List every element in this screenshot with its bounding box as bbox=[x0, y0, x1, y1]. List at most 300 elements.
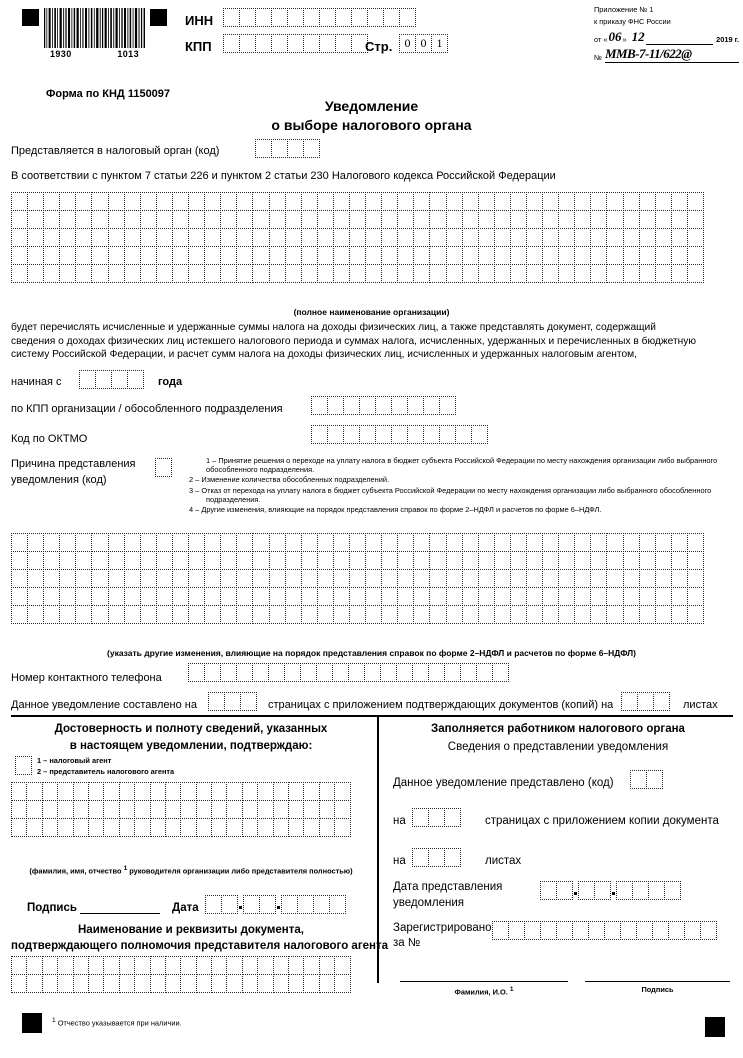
input-cell[interactable] bbox=[220, 605, 237, 624]
input-cell[interactable] bbox=[381, 605, 398, 624]
input-cell[interactable] bbox=[492, 921, 509, 940]
input-cell[interactable] bbox=[319, 34, 336, 53]
input-cell[interactable] bbox=[59, 210, 76, 229]
input-cell[interactable] bbox=[242, 956, 258, 975]
input-cell[interactable] bbox=[478, 605, 495, 624]
input-cell[interactable] bbox=[623, 533, 640, 552]
input-row[interactable] bbox=[11, 192, 704, 211]
input-cell[interactable] bbox=[590, 246, 607, 265]
input-cell[interactable] bbox=[319, 8, 336, 27]
input-cell[interactable] bbox=[558, 192, 575, 211]
input-row[interactable] bbox=[11, 264, 704, 283]
input-cell[interactable] bbox=[208, 692, 225, 711]
input-cell[interactable] bbox=[124, 533, 141, 552]
input-cell[interactable] bbox=[91, 569, 108, 588]
input-cell[interactable] bbox=[236, 663, 253, 682]
input-cell[interactable] bbox=[444, 808, 461, 827]
input-cell[interactable] bbox=[75, 569, 92, 588]
input-cell[interactable] bbox=[455, 425, 472, 444]
input-cell[interactable] bbox=[623, 569, 640, 588]
input-cell[interactable] bbox=[156, 551, 173, 570]
input-cell[interactable]: 0 bbox=[399, 34, 416, 53]
input-cell[interactable] bbox=[428, 663, 445, 682]
input-cell[interactable] bbox=[381, 192, 398, 211]
organization-name-input[interactable] bbox=[11, 192, 704, 283]
input-cell[interactable] bbox=[11, 533, 28, 552]
input-row[interactable] bbox=[11, 956, 351, 975]
input-cell[interactable] bbox=[57, 782, 73, 801]
input-cell[interactable] bbox=[127, 370, 144, 389]
input-cell[interactable] bbox=[108, 533, 125, 552]
input-cell[interactable] bbox=[462, 587, 479, 606]
input-cell[interactable] bbox=[632, 881, 649, 900]
input-cell[interactable] bbox=[606, 210, 623, 229]
input-cell[interactable] bbox=[494, 264, 511, 283]
input-cell[interactable] bbox=[412, 848, 429, 867]
input-cell[interactable] bbox=[526, 533, 543, 552]
input-cell[interactable] bbox=[349, 569, 366, 588]
input-cell[interactable] bbox=[11, 818, 27, 837]
input-cell[interactable] bbox=[303, 974, 319, 993]
input-cell[interactable] bbox=[444, 663, 461, 682]
input-cell[interactable] bbox=[273, 818, 289, 837]
input-cell[interactable] bbox=[88, 782, 104, 801]
input-cell[interactable] bbox=[252, 228, 269, 247]
input-cell[interactable] bbox=[687, 192, 704, 211]
input-cell[interactable] bbox=[43, 192, 60, 211]
input-cell[interactable] bbox=[671, 210, 688, 229]
input-cell[interactable] bbox=[365, 605, 382, 624]
input-cell[interactable] bbox=[655, 551, 672, 570]
input-cell[interactable] bbox=[257, 782, 273, 801]
input-cell[interactable] bbox=[188, 551, 205, 570]
input-cell[interactable] bbox=[150, 800, 166, 819]
input-cell[interactable]: 0 bbox=[415, 34, 432, 53]
input-cell[interactable] bbox=[334, 800, 350, 819]
input-cell[interactable] bbox=[381, 246, 398, 265]
input-cell[interactable] bbox=[26, 818, 42, 837]
input-cell[interactable] bbox=[26, 800, 42, 819]
input-cell[interactable] bbox=[236, 228, 253, 247]
input-cell[interactable] bbox=[510, 246, 527, 265]
input-cell[interactable] bbox=[542, 533, 559, 552]
input-cell[interactable] bbox=[134, 800, 150, 819]
input-cell[interactable] bbox=[211, 782, 227, 801]
input-cell[interactable] bbox=[180, 782, 196, 801]
input-cell[interactable] bbox=[476, 663, 493, 682]
input-cell[interactable] bbox=[429, 533, 446, 552]
input-cell[interactable] bbox=[494, 192, 511, 211]
input-cell[interactable] bbox=[671, 533, 688, 552]
input-cell[interactable] bbox=[303, 8, 320, 27]
input-cell[interactable] bbox=[204, 605, 221, 624]
input-cell[interactable] bbox=[655, 533, 672, 552]
input-cell[interactable] bbox=[578, 881, 595, 900]
input-cell[interactable] bbox=[111, 370, 128, 389]
input-cell[interactable] bbox=[273, 956, 289, 975]
input-cell[interactable] bbox=[288, 974, 304, 993]
input-cell[interactable] bbox=[542, 210, 559, 229]
input-cell[interactable] bbox=[259, 895, 276, 914]
input-cell[interactable] bbox=[223, 34, 240, 53]
input-cell[interactable] bbox=[11, 974, 27, 993]
input-cell[interactable] bbox=[11, 956, 27, 975]
input-cell[interactable] bbox=[558, 605, 575, 624]
input-cell[interactable] bbox=[204, 663, 221, 682]
input-cell[interactable] bbox=[446, 210, 463, 229]
input-cell[interactable] bbox=[446, 264, 463, 283]
tax-office-sheets-input[interactable] bbox=[412, 848, 461, 867]
input-cell[interactable] bbox=[252, 533, 269, 552]
input-cell[interactable] bbox=[188, 228, 205, 247]
input-cell[interactable] bbox=[639, 192, 656, 211]
input-cell[interactable] bbox=[88, 800, 104, 819]
input-row[interactable] bbox=[11, 818, 351, 837]
input-cell[interactable] bbox=[365, 551, 382, 570]
input-cell[interactable] bbox=[196, 974, 212, 993]
input-cell[interactable] bbox=[220, 210, 237, 229]
input-cell[interactable] bbox=[413, 605, 430, 624]
input-cell[interactable] bbox=[273, 800, 289, 819]
input-cell[interactable] bbox=[423, 425, 440, 444]
input-cell[interactable] bbox=[156, 210, 173, 229]
input-row[interactable] bbox=[11, 533, 704, 552]
confirm-signature-line[interactable] bbox=[80, 912, 160, 914]
input-cell[interactable] bbox=[252, 587, 269, 606]
input-cell[interactable] bbox=[285, 551, 302, 570]
input-cell[interactable] bbox=[478, 246, 495, 265]
input-row[interactable] bbox=[11, 605, 704, 624]
input-cell[interactable] bbox=[313, 895, 330, 914]
input-cell[interactable] bbox=[558, 551, 575, 570]
input-cell[interactable] bbox=[257, 956, 273, 975]
input-cell[interactable] bbox=[343, 425, 360, 444]
input-cell[interactable] bbox=[606, 228, 623, 247]
input-cell[interactable] bbox=[124, 551, 141, 570]
input-cell[interactable] bbox=[301, 246, 318, 265]
input-cell[interactable] bbox=[687, 551, 704, 570]
input-cell[interactable] bbox=[558, 264, 575, 283]
input-cell[interactable] bbox=[542, 264, 559, 283]
input-cell[interactable] bbox=[269, 551, 286, 570]
input-row[interactable] bbox=[11, 800, 351, 819]
input-cell[interactable] bbox=[75, 246, 92, 265]
input-cell[interactable] bbox=[671, 605, 688, 624]
input-cell[interactable] bbox=[59, 533, 76, 552]
input-cell[interactable] bbox=[43, 264, 60, 283]
input-cell[interactable] bbox=[180, 956, 196, 975]
input-cell[interactable] bbox=[108, 587, 125, 606]
input-cell[interactable] bbox=[220, 192, 237, 211]
input-cell[interactable] bbox=[27, 569, 44, 588]
input-cell[interactable] bbox=[375, 425, 392, 444]
input-cell[interactable] bbox=[257, 800, 273, 819]
input-cell[interactable] bbox=[180, 974, 196, 993]
input-cell[interactable] bbox=[687, 210, 704, 229]
input-cell[interactable] bbox=[140, 551, 157, 570]
input-cell[interactable] bbox=[349, 551, 366, 570]
input-cell[interactable] bbox=[303, 34, 320, 53]
input-cell[interactable] bbox=[412, 663, 429, 682]
input-cell[interactable] bbox=[211, 800, 227, 819]
input-cell[interactable] bbox=[381, 264, 398, 283]
input-cell[interactable] bbox=[252, 551, 269, 570]
input-cell[interactable] bbox=[188, 210, 205, 229]
input-cell[interactable] bbox=[494, 246, 511, 265]
input-cell[interactable] bbox=[301, 228, 318, 247]
input-cell[interactable] bbox=[11, 210, 28, 229]
input-cell[interactable] bbox=[462, 192, 479, 211]
input-cell[interactable] bbox=[288, 800, 304, 819]
input-cell[interactable] bbox=[180, 800, 196, 819]
input-row[interactable] bbox=[11, 587, 704, 606]
input-cell[interactable] bbox=[242, 800, 258, 819]
input-cell[interactable] bbox=[510, 228, 527, 247]
input-cell[interactable] bbox=[165, 956, 181, 975]
confirm-name-input[interactable] bbox=[11, 782, 351, 837]
input-cell[interactable] bbox=[59, 569, 76, 588]
input-cell[interactable] bbox=[671, 587, 688, 606]
input-cell[interactable] bbox=[285, 533, 302, 552]
input-cell[interactable] bbox=[108, 210, 125, 229]
input-cell[interactable] bbox=[11, 569, 28, 588]
input-cell[interactable] bbox=[510, 210, 527, 229]
input-cell[interactable] bbox=[134, 974, 150, 993]
input-cell[interactable] bbox=[301, 587, 318, 606]
input-cell[interactable] bbox=[333, 228, 350, 247]
tax-office-name-line[interactable] bbox=[400, 980, 568, 982]
input-cell[interactable] bbox=[655, 210, 672, 229]
input-cell[interactable] bbox=[574, 228, 591, 247]
input-cell[interactable] bbox=[606, 587, 623, 606]
input-cell[interactable] bbox=[43, 605, 60, 624]
input-cell[interactable] bbox=[429, 246, 446, 265]
input-cell[interactable] bbox=[257, 818, 273, 837]
input-cell[interactable] bbox=[27, 533, 44, 552]
input-cell[interactable] bbox=[351, 8, 368, 27]
input-cell[interactable] bbox=[397, 551, 414, 570]
input-cell[interactable] bbox=[172, 210, 189, 229]
input-cell[interactable] bbox=[391, 396, 408, 415]
input-cell[interactable] bbox=[684, 921, 701, 940]
input-cell[interactable] bbox=[413, 569, 430, 588]
input-cell[interactable] bbox=[57, 956, 73, 975]
input-cell[interactable] bbox=[462, 569, 479, 588]
input-cell[interactable] bbox=[42, 818, 58, 837]
input-cell[interactable] bbox=[268, 663, 285, 682]
input-cell[interactable] bbox=[364, 663, 381, 682]
input-cell[interactable] bbox=[11, 228, 28, 247]
input-cell[interactable] bbox=[27, 587, 44, 606]
input-cell[interactable] bbox=[124, 192, 141, 211]
input-cell[interactable] bbox=[88, 818, 104, 837]
input-cell[interactable] bbox=[204, 587, 221, 606]
input-cell[interactable] bbox=[510, 605, 527, 624]
input-cell[interactable] bbox=[671, 264, 688, 283]
input-cell[interactable] bbox=[319, 956, 335, 975]
input-cell[interactable] bbox=[381, 210, 398, 229]
starting-from-year-input[interactable] bbox=[79, 370, 144, 389]
input-cell[interactable] bbox=[413, 192, 430, 211]
input-cell[interactable] bbox=[510, 533, 527, 552]
input-cell[interactable] bbox=[606, 533, 623, 552]
input-cell[interactable] bbox=[220, 246, 237, 265]
input-cell[interactable] bbox=[671, 569, 688, 588]
input-cell[interactable] bbox=[288, 956, 304, 975]
input-cell[interactable] bbox=[319, 800, 335, 819]
tax-office-signature-line[interactable] bbox=[585, 980, 730, 982]
input-cell[interactable] bbox=[349, 605, 366, 624]
input-cell[interactable] bbox=[91, 551, 108, 570]
submit-to-code-input[interactable] bbox=[255, 139, 320, 158]
input-cell[interactable] bbox=[150, 818, 166, 837]
input-cell[interactable] bbox=[88, 974, 104, 993]
input-cell[interactable] bbox=[590, 587, 607, 606]
input-cell[interactable] bbox=[542, 192, 559, 211]
input-cell[interactable] bbox=[73, 974, 89, 993]
input-cell[interactable] bbox=[188, 533, 205, 552]
input-cell[interactable] bbox=[639, 533, 656, 552]
input-cell[interactable] bbox=[413, 210, 430, 229]
input-cell[interactable] bbox=[375, 396, 392, 415]
input-cell[interactable] bbox=[333, 246, 350, 265]
input-cell[interactable] bbox=[317, 246, 334, 265]
input-cell[interactable] bbox=[204, 569, 221, 588]
input-cell[interactable] bbox=[572, 921, 589, 940]
input-cell[interactable] bbox=[220, 228, 237, 247]
input-cell[interactable] bbox=[11, 605, 28, 624]
input-cell[interactable] bbox=[317, 569, 334, 588]
input-cell[interactable] bbox=[334, 782, 350, 801]
input-cell[interactable] bbox=[478, 264, 495, 283]
kpp-input[interactable] bbox=[223, 34, 368, 53]
input-cell[interactable] bbox=[526, 605, 543, 624]
input-cell[interactable] bbox=[687, 533, 704, 552]
input-cell[interactable] bbox=[335, 34, 352, 53]
input-cell[interactable] bbox=[11, 800, 27, 819]
input-cell[interactable] bbox=[526, 569, 543, 588]
input-cell[interactable] bbox=[269, 192, 286, 211]
input-cell[interactable] bbox=[365, 533, 382, 552]
tax-office-pages-input[interactable] bbox=[412, 808, 461, 827]
input-cell[interactable] bbox=[359, 425, 376, 444]
input-cell[interactable] bbox=[655, 192, 672, 211]
input-cell[interactable] bbox=[42, 782, 58, 801]
input-cell[interactable] bbox=[526, 587, 543, 606]
input-cell[interactable] bbox=[397, 246, 414, 265]
input-cell[interactable] bbox=[220, 264, 237, 283]
input-cell[interactable] bbox=[646, 770, 663, 789]
input-cell[interactable] bbox=[606, 264, 623, 283]
input-cell[interactable] bbox=[124, 246, 141, 265]
input-cell[interactable] bbox=[492, 663, 509, 682]
input-cell[interactable] bbox=[301, 605, 318, 624]
input-cell[interactable] bbox=[271, 34, 288, 53]
input-cell[interactable] bbox=[446, 228, 463, 247]
input-cell[interactable] bbox=[542, 569, 559, 588]
input-cell[interactable] bbox=[397, 605, 414, 624]
input-cell[interactable] bbox=[397, 192, 414, 211]
input-cell[interactable] bbox=[623, 605, 640, 624]
input-cell[interactable] bbox=[43, 551, 60, 570]
confirm-date-input[interactable] bbox=[205, 895, 346, 914]
input-cell[interactable] bbox=[91, 533, 108, 552]
input-cell[interactable] bbox=[606, 192, 623, 211]
input-cell[interactable] bbox=[150, 974, 166, 993]
input-cell[interactable] bbox=[11, 246, 28, 265]
input-cell[interactable] bbox=[103, 974, 119, 993]
input-cell[interactable] bbox=[172, 192, 189, 211]
input-cell[interactable] bbox=[239, 34, 256, 53]
input-cell[interactable] bbox=[329, 895, 346, 914]
input-cell[interactable] bbox=[75, 587, 92, 606]
input-cell[interactable] bbox=[27, 246, 44, 265]
input-cell[interactable] bbox=[460, 663, 477, 682]
input-cell[interactable] bbox=[623, 246, 640, 265]
input-cell[interactable] bbox=[43, 569, 60, 588]
input-cell[interactable] bbox=[252, 246, 269, 265]
input-cell[interactable] bbox=[103, 800, 119, 819]
input-cell[interactable] bbox=[639, 264, 656, 283]
input-cell[interactable] bbox=[383, 8, 400, 27]
input-cell[interactable] bbox=[236, 192, 253, 211]
input-cell[interactable] bbox=[558, 246, 575, 265]
input-cell[interactable] bbox=[542, 551, 559, 570]
input-cell[interactable] bbox=[226, 782, 242, 801]
input-cell[interactable] bbox=[281, 895, 298, 914]
input-cell[interactable] bbox=[319, 782, 335, 801]
input-cell[interactable] bbox=[165, 800, 181, 819]
input-cell[interactable] bbox=[269, 246, 286, 265]
input-cell[interactable] bbox=[108, 228, 125, 247]
input-cell[interactable] bbox=[73, 782, 89, 801]
input-cell[interactable] bbox=[285, 246, 302, 265]
input-cell[interactable] bbox=[26, 974, 42, 993]
phone-input[interactable] bbox=[188, 663, 509, 682]
input-cell[interactable] bbox=[349, 210, 366, 229]
input-cell[interactable] bbox=[91, 605, 108, 624]
input-cell[interactable] bbox=[134, 956, 150, 975]
input-cell[interactable] bbox=[124, 210, 141, 229]
input-cell[interactable] bbox=[319, 818, 335, 837]
input-cell[interactable] bbox=[381, 551, 398, 570]
input-cell[interactable] bbox=[301, 210, 318, 229]
input-cell[interactable] bbox=[172, 551, 189, 570]
input-cell[interactable] bbox=[423, 396, 440, 415]
input-cell[interactable] bbox=[43, 210, 60, 229]
input-cell[interactable] bbox=[558, 587, 575, 606]
input-cell[interactable] bbox=[156, 246, 173, 265]
input-cell[interactable] bbox=[165, 974, 181, 993]
input-cell[interactable] bbox=[317, 228, 334, 247]
input-cell[interactable] bbox=[606, 551, 623, 570]
input-cell[interactable] bbox=[15, 756, 32, 775]
input-cell[interactable] bbox=[526, 551, 543, 570]
input-cell[interactable] bbox=[349, 192, 366, 211]
input-cell[interactable] bbox=[333, 605, 350, 624]
input-cell[interactable] bbox=[91, 192, 108, 211]
input-cell[interactable] bbox=[478, 192, 495, 211]
input-cell[interactable] bbox=[11, 587, 28, 606]
input-cell[interactable] bbox=[252, 605, 269, 624]
input-cell[interactable] bbox=[510, 551, 527, 570]
input-cell[interactable] bbox=[429, 605, 446, 624]
input-cell[interactable] bbox=[271, 139, 288, 158]
input-cell[interactable] bbox=[43, 587, 60, 606]
input-cell[interactable] bbox=[156, 228, 173, 247]
input-cell[interactable] bbox=[471, 425, 488, 444]
input-cell[interactable] bbox=[27, 605, 44, 624]
